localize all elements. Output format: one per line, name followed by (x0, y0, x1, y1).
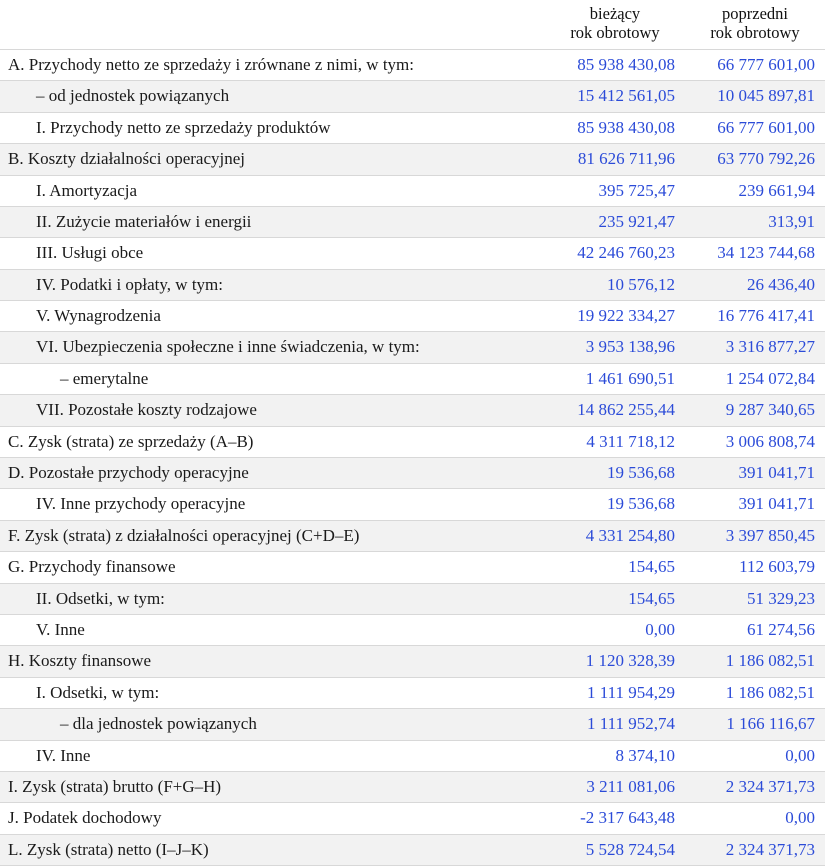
row-previous-value: 112 603,79 (685, 552, 825, 583)
row-current-value: 81 626 711,96 (545, 144, 685, 175)
row-previous-value: 0,00 (685, 803, 825, 834)
row-label: I. Odsetki, w tym: (0, 677, 545, 708)
row-current-value: 4 331 254,80 (545, 520, 685, 551)
header-current-year-line2: rok obrotowy (570, 23, 660, 43)
row-current-value: 4 311 718,12 (545, 426, 685, 457)
row-previous-value: 391 041,71 (685, 489, 825, 520)
row-current-value: 8 374,10 (545, 740, 685, 771)
table-row (0, 206, 825, 237)
row-previous-value: 61 274,56 (685, 614, 825, 645)
row-current-value: 19 536,68 (545, 458, 685, 489)
table-row (0, 677, 825, 708)
row-current-value: 19 536,68 (545, 489, 685, 520)
row-label: – emerytalne (0, 363, 545, 394)
row-previous-value: 1 186 082,51 (685, 646, 825, 677)
table-body (0, 49, 825, 865)
row-label: II. Odsetki, w tym: (0, 583, 545, 614)
row-previous-value: 34 123 744,68 (685, 238, 825, 269)
row-previous-value: 66 777 601,00 (685, 49, 825, 80)
row-current-value: 42 246 760,23 (545, 238, 685, 269)
table-row (0, 583, 825, 614)
table-header-row (0, 0, 825, 49)
row-previous-value: 3 316 877,27 (685, 332, 825, 363)
row-current-value: 85 938 430,08 (545, 112, 685, 143)
row-previous-value: 391 041,71 (685, 458, 825, 489)
row-current-value: 235 921,47 (545, 206, 685, 237)
table-row (0, 552, 825, 583)
table-row (0, 426, 825, 457)
row-label: IV. Inne przychody operacyjne (0, 489, 545, 520)
row-label: A. Przychody netto ze sprzedaży i zrównane z nimi, w tym: (0, 49, 545, 80)
header-current-year-line1: bieżący (589, 4, 641, 23)
row-label: F. Zysk (strata) z działalności operacyjnej (C+D–E) (0, 520, 545, 551)
row-current-value: 154,65 (545, 552, 685, 583)
row-current-value: 19 922 334,27 (545, 301, 685, 332)
table-row (0, 834, 825, 865)
row-label: J. Podatek dochodowy (0, 803, 545, 834)
table-row (0, 709, 825, 740)
row-label: H. Koszty finansowe (0, 646, 545, 677)
row-previous-value: 2 324 371,73 (685, 771, 825, 802)
row-previous-value: 26 436,40 (685, 269, 825, 300)
row-label: L. Zysk (strata) netto (I–J–K) (0, 834, 545, 865)
table-row (0, 363, 825, 394)
row-label: C. Zysk (strata) ze sprzedaży (A–B) (0, 426, 545, 457)
row-current-value: 14 862 255,44 (545, 395, 685, 426)
row-previous-value: 51 329,23 (685, 583, 825, 614)
row-label: V. Inne (0, 614, 545, 645)
row-current-value: -2 317 643,48 (545, 803, 685, 834)
row-previous-value: 66 777 601,00 (685, 112, 825, 143)
row-current-value: 1 111 954,29 (545, 677, 685, 708)
table-row (0, 489, 825, 520)
row-previous-value: 3 006 808,74 (685, 426, 825, 457)
table-row (0, 771, 825, 802)
row-previous-value: 239 661,94 (685, 175, 825, 206)
row-label: V. Wynagrodzenia (0, 301, 545, 332)
row-label: B. Koszty działalności operacyjnej (0, 144, 545, 175)
row-current-value: 5 528 724,54 (545, 834, 685, 865)
row-label: – dla jednostek powiązanych (0, 709, 545, 740)
row-current-value: 3 953 138,96 (545, 332, 685, 363)
row-current-value: 3 211 081,06 (545, 771, 685, 802)
header-previous-year-line1: poprzedni (722, 4, 788, 23)
row-label: – od jednostek powiązanych (0, 81, 545, 112)
table-row (0, 458, 825, 489)
row-label: III. Usługi obce (0, 238, 545, 269)
table-row (0, 175, 825, 206)
row-label: I. Zysk (strata) brutto (F+G–H) (0, 771, 545, 802)
row-previous-value: 3 397 850,45 (685, 520, 825, 551)
row-current-value: 1 461 690,51 (545, 363, 685, 394)
row-current-value: 395 725,47 (545, 175, 685, 206)
row-previous-value: 1 186 082,51 (685, 677, 825, 708)
table-row (0, 740, 825, 771)
header-label-column (0, 0, 545, 49)
row-previous-value: 16 776 417,41 (685, 301, 825, 332)
table-row (0, 646, 825, 677)
row-label: II. Zużycie materiałów i energii (0, 206, 545, 237)
table-row (0, 269, 825, 300)
row-label: D. Pozostałe przychody operacyjne (0, 458, 545, 489)
table-row (0, 238, 825, 269)
row-current-value: 1 120 328,39 (545, 646, 685, 677)
row-current-value: 10 576,12 (545, 269, 685, 300)
header-previous-year (685, 0, 825, 49)
row-label: VI. Ubezpieczenia społeczne i inne świadczenia, w tym: (0, 332, 545, 363)
table-header (0, 0, 825, 49)
row-label: IV. Inne (0, 740, 545, 771)
table-row (0, 395, 825, 426)
table-row (0, 81, 825, 112)
row-previous-value: 63 770 792,26 (685, 144, 825, 175)
table-row (0, 49, 825, 80)
row-previous-value: 2 324 371,73 (685, 834, 825, 865)
table-row (0, 520, 825, 551)
row-current-value: 154,65 (545, 583, 685, 614)
table-row (0, 301, 825, 332)
header-current-year (545, 0, 685, 49)
header-previous-year-line2: rok obrotowy (710, 23, 800, 43)
row-label: IV. Podatki i opłaty, w tym: (0, 269, 545, 300)
row-label: I. Amortyzacja (0, 175, 545, 206)
table-row (0, 112, 825, 143)
row-current-value: 15 412 561,05 (545, 81, 685, 112)
row-label: G. Przychody finansowe (0, 552, 545, 583)
row-current-value: 85 938 430,08 (545, 49, 685, 80)
row-previous-value: 313,91 (685, 206, 825, 237)
row-previous-value: 1 166 116,67 (685, 709, 825, 740)
row-previous-value: 1 254 072,84 (685, 363, 825, 394)
table-row (0, 803, 825, 834)
row-label: VII. Pozostałe koszty rodzajowe (0, 395, 545, 426)
table-row (0, 614, 825, 645)
row-previous-value: 0,00 (685, 740, 825, 771)
row-current-value: 1 111 952,74 (545, 709, 685, 740)
table-row (0, 144, 825, 175)
row-current-value: 0,00 (545, 614, 685, 645)
row-label: I. Przychody netto ze sprzedaży produktów (0, 112, 545, 143)
row-previous-value: 9 287 340,65 (685, 395, 825, 426)
row-previous-value: 10 045 897,81 (685, 81, 825, 112)
table-row (0, 332, 825, 363)
